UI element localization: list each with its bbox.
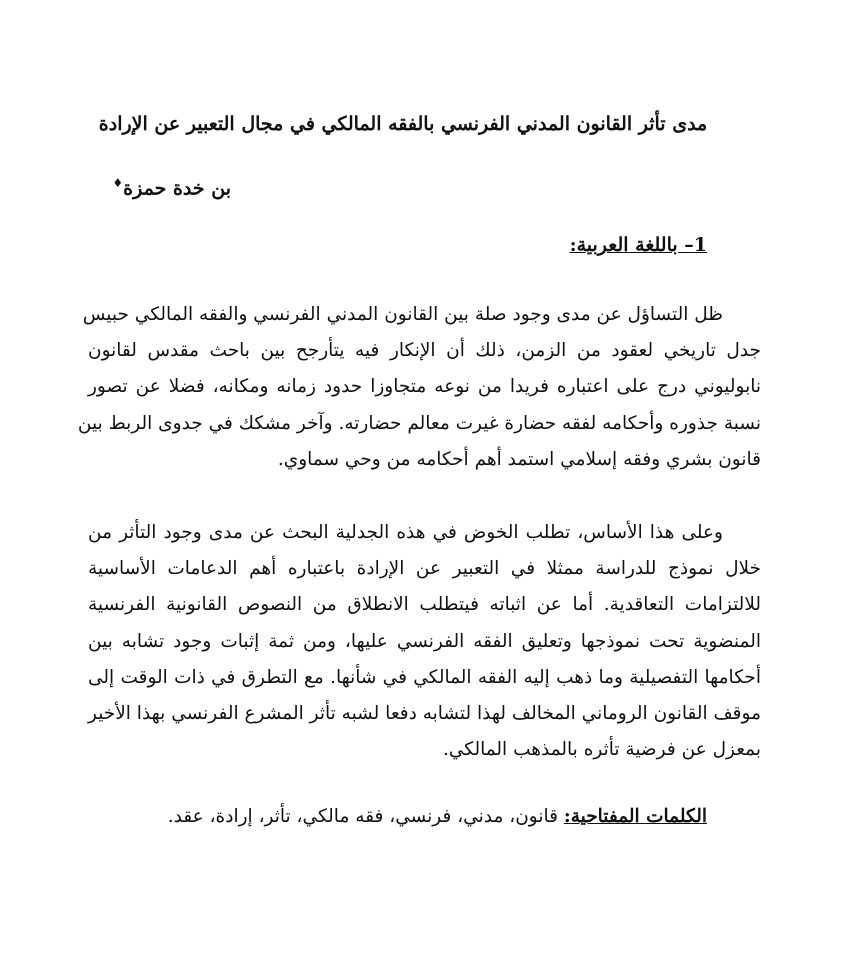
paragraph-1 [77,297,761,478]
paragraph-line: أحكامها التفصيلية وما ذهب إليه الفقه المالكي في شأنها. مع التطرق في ذات الوقت إلى [88,666,761,688]
paragraph-line: نسبة جذوره وأحكامه لفقه حضارة غيرت معالم حضارته. وآخر مشكك في جدوى الربط بين [77,412,761,434]
paragraph-line: للالتزامات التعاقدية. أما عن اثباته فيتطلب الانطلاق من النصوص القانونية الفرنسية [88,594,761,616]
paragraph-line: ظل التساؤل عن مدى وجود صلة بين القانون المدني الفرنسي والفقه المالكي حبيس [82,304,723,325]
keywords [168,806,707,827]
author-name [112,176,231,199]
paragraph-line: نابوليوني درج على اعتباره فريدا من نوعه متجاوزا حدود زمانه ومكانه، فضلا عن تصور [88,376,761,398]
paragraph-2 [88,515,761,768]
paragraph-line: جدل تاريخي لعقود من الزمن، ذلك أن الإنكار فيه يتأرجح بين باحث مقدس لقانون [88,340,761,362]
paragraph-line: المنضوية تحت نموذجها وتعليق الفقه الفرنسي عليها، ومن ثمة إثبات وجود تشابه بين [88,630,761,652]
document-title: مدى تأثر القانون المدني الفرنسي بالفقه المالكي في مجال التعبير عن الإرادة [98,113,708,135]
paragraph-line: وعلى هذا الأساس، تطلب الخوض في هذه الجدلية البحث عن مدى وجود التأثر من [88,522,723,543]
paragraph-line: بمعزل عن فرضية تأثره بالمذهب المالكي. [442,739,761,761]
paragraph-line: قانون بشري وفقه إسلامي استمد أهم أحكامه من وحي سماوي. [277,448,761,470]
section-heading: 1– باللغة العربية: [569,234,707,256]
author-footnote-mark: ♦ [112,176,124,190]
keywords-label: الكلمات المفتاحية: [563,806,707,827]
author-name-text: بن خدة حمزة [123,177,231,200]
paragraph-line: خلال نموذج للدراسة ممثلا في التعبير عن الإرادة باعتباره أهم الدعامات الأساسية [88,558,761,580]
keywords-text: قانون، مدني، فرنسي، فقه مالكي، تأثر، إرادة، عقد. [167,806,564,827]
paragraph-line: موقف القانون الروماني المخالف لهذا لتشابه دفعا لشبه تأثر المشرع الفرنسي بهذا الأخير [88,703,761,725]
